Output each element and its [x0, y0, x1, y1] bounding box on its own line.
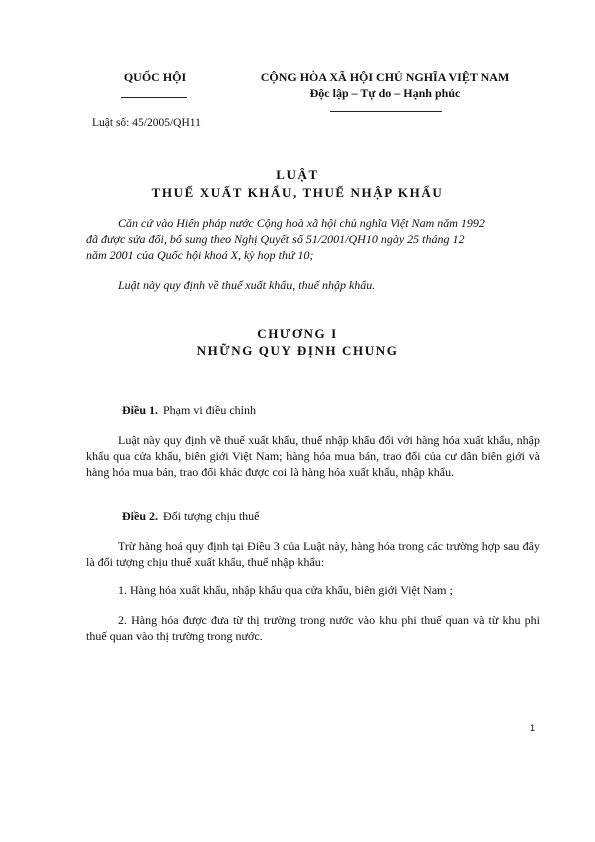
article-2-heading: [122, 508, 260, 524]
article-2-body: Trừ hàng hoá quy định tại Điều 3 của Luật này, hàng hóa trong các trường hợp sau đây là đối tượng chịu thuế xuất khẩu, thuế nhập khẩu:: [86, 539, 540, 569]
article-1-number: Điều 1.: [122, 403, 158, 417]
chapter-title: NHỮNG QUY ĐỊNH CHUNG: [196, 343, 399, 358]
law-title: THUẾ XUẤT KHẨU, THUẾ NHẬP KHẨU: [151, 185, 444, 200]
law-number: Luật số: 45/2005/QH11: [92, 117, 201, 129]
page-number: 1: [530, 723, 536, 733]
state-title: CỘNG HÒA XÃ HỘI CHỦ NGHĨA VIỆT NAM: [260, 70, 510, 84]
preamble-scope: Luật này quy định về thuế xuất khẩu, thuế nhập khẩu.: [118, 278, 376, 292]
article-1-title: Phạm vi điều chỉnh: [163, 403, 256, 417]
article-1-body: Luật này quy định về thuế xuất khẩu, thuế nhập khẩu đối với hàng hóa xuất khẩu, nhập khẩu qua cửa khẩu, biên giới Việt Nam; hàng hóa mua bán, trao đổi của cư dân biên giới và hàng hóa mua bán, trao đổi khác được coi là hàng hóa xuất khẩu, nhập khẩu.: [86, 433, 540, 479]
preamble-line-2: đã được sửa đổi, bổ sung theo Nghị Quyết số 51/2001/QH10 ngày 25 tháng 12: [86, 232, 465, 246]
article-2-item-1: 1. Hàng hóa xuất khẩu, nhập khẩu qua cửa khẩu, biên giới Việt Nam ;: [118, 583, 453, 597]
preamble-line-1: Căn cứ vào Hiến pháp nước Cộng hoà xã hội chủ nghĩa Việt Nam năm 1992: [118, 216, 485, 230]
article-2-title: Đối tượng chịu thuế: [163, 509, 260, 523]
article-1-heading: [122, 402, 256, 418]
state-motto: Độc lập – Tự do – Hạnh phúc: [309, 86, 461, 100]
organization-underline: [121, 97, 187, 98]
issuing-organization: QUỐC HỘI: [123, 70, 187, 84]
preamble-line-3: năm 2001 của Quốc hội khoá X, kỳ họp thứ 10;: [86, 248, 314, 262]
document-type-title: LUẬT: [276, 167, 319, 182]
chapter-number: CHƯƠNG I: [257, 326, 338, 341]
article-2-number: Điều 2.: [122, 509, 158, 523]
article-2-item-2: 2. Hàng hóa được đưa từ thị trường trong nước vào khu phi thuế quan và từ khu phi thuế quan vào thị trường trong nước.: [86, 613, 540, 643]
motto-underline: [330, 111, 442, 112]
